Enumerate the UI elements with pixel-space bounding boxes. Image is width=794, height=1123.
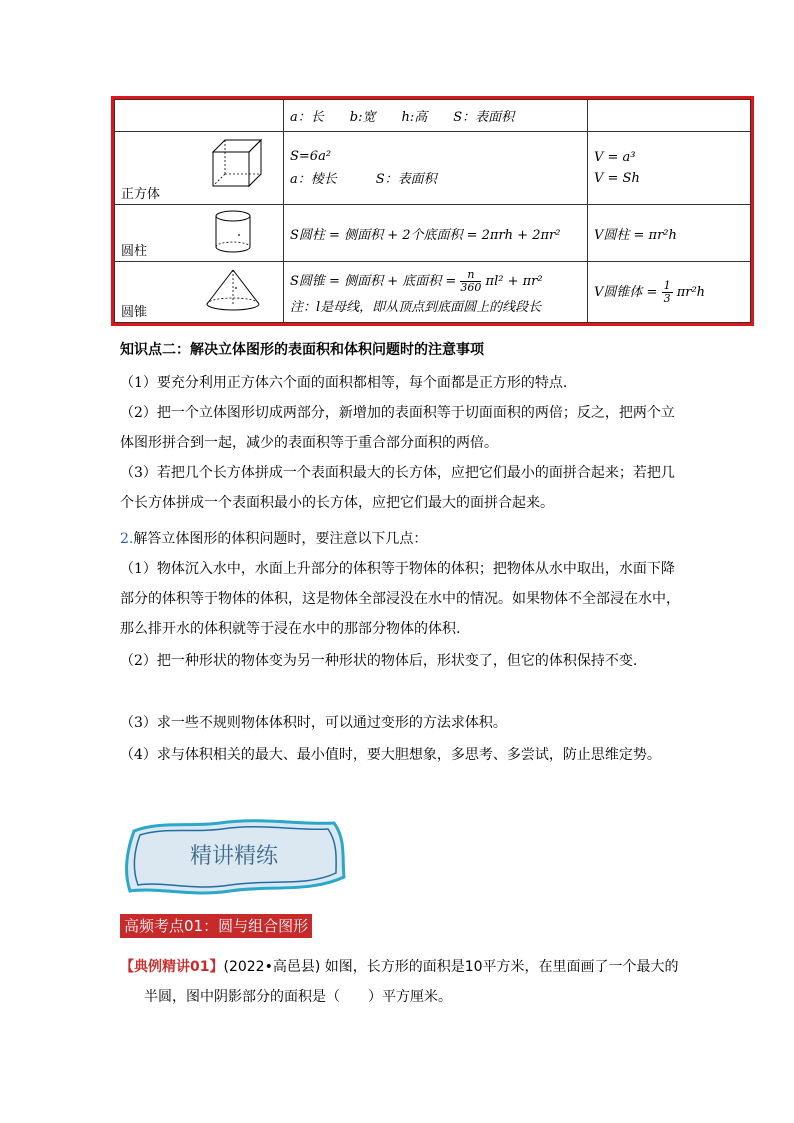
fraction-numerator: n xyxy=(460,269,481,282)
table-cell xyxy=(115,100,284,132)
surface-formula: S圆柱 = 侧面积 + 2个底面积 = 2πrh + 2πr² xyxy=(290,227,561,243)
fraction-numerator: 1 xyxy=(663,278,671,292)
volume-point-4: （4）求与体积相关的最大、最小值时，要大胆想象，多思考、多尝试，防止思维定势。 xyxy=(120,747,661,763)
fraction-denominator: 3 xyxy=(663,291,671,305)
volume-cell xyxy=(588,205,751,262)
surface-note: a：棱长 S：表面积 xyxy=(290,172,437,188)
point-3: （3）若把几个长方体拼成一个表面积最大的长方体，应把它们最小的面拼合起来；若把几个长方体拼成一个表面积最小的长方体，应把它们最大的面拼合起来。 xyxy=(120,465,675,511)
shape-cell xyxy=(115,205,284,262)
table-header-row xyxy=(115,100,751,132)
hot-topic-label: 高频考点01：圆与组合图形 xyxy=(120,914,312,938)
volume-intro-text: 解答立体图形的体积问题时，要注意以下几点： xyxy=(133,531,428,547)
shape-cell xyxy=(115,262,284,323)
fraction xyxy=(662,280,673,305)
banner-label: 精讲精练 xyxy=(189,844,278,869)
surface-note: 注：l是母线，即从顶点到底面圆上的线段长 xyxy=(290,300,542,316)
surface-cell xyxy=(284,262,588,323)
cone-icon xyxy=(203,268,263,314)
surface-formula xyxy=(290,269,581,294)
volume-cell xyxy=(588,132,751,205)
point-2: （2）把一个立体图形切成两部分，新增加的表面积等于切面面积的两倍；反之，把两个立体图形拼合到一起，减少的表面积等于重合部分面积的两倍。 xyxy=(120,405,675,451)
formula-table xyxy=(111,96,754,326)
volume-point-2: （2）把一种形状的物体变为另一种形状的物体后，形状变了，但它的体积保持不变. xyxy=(120,653,638,669)
volume-intro xyxy=(120,524,680,554)
point-1: （1）要充分利用正方体六个面的面积都相等，每个面都是正方形的特点. xyxy=(120,375,568,391)
surface-cell xyxy=(284,132,588,205)
volume-point-3: （3）求一些不规则物体体积时，可以通过变形的方法求体积。 xyxy=(120,715,507,731)
formula-part: V圆锥体 = xyxy=(594,284,658,300)
fraction xyxy=(460,269,481,294)
cylinder-icon xyxy=(213,209,253,255)
section-heading: 知识点二：解决立体图形的表面积和体积问题时的注意事项 xyxy=(120,342,484,358)
example-line-2: 半圆，图中阴影部分的面积是（ ）平方厘米。 xyxy=(144,989,452,1005)
table-header-cell: a：长 b:宽 h:高 S：表面积 xyxy=(284,100,588,132)
table-row-cylinder xyxy=(115,205,751,262)
table-cell xyxy=(588,100,751,132)
cube-icon xyxy=(211,138,263,188)
example-problem xyxy=(120,952,680,1012)
formula-part: S圆锥 = 侧面积 + 底面积 = xyxy=(290,274,457,290)
volume-formula xyxy=(594,280,744,305)
shape-name: 圆锥 xyxy=(121,305,148,320)
surface-cell xyxy=(284,205,588,262)
section-banner xyxy=(120,815,348,899)
shape-name: 圆柱 xyxy=(121,244,148,260)
example-tag: 【典例精讲01】 xyxy=(120,959,224,975)
table-row-cube xyxy=(115,132,751,205)
example-text: (2022•高邑县) 如图，长方形的面积是10平方米，在里面画了一个最大的 xyxy=(223,959,679,975)
volume-cell xyxy=(588,262,751,323)
formula-part: πr²h xyxy=(676,284,706,300)
surface-formula: S=6a² xyxy=(290,149,332,165)
volume-intro-number: 2. xyxy=(120,531,134,547)
volume-point-1: （1）物体沉入水中，水面上升部分的体积等于物体的体积；把物体从水中取出，水面下降部分的体积等于物体的体积，这是物体全部浸没在水中的情况。如果物体不全部浸在水中，那么排开水的体积就等于浸在水中的那部分物体的体积. xyxy=(120,561,680,637)
table-row-cone xyxy=(115,262,751,323)
volume-formula: V = a³ xyxy=(594,150,636,166)
shape-cell xyxy=(115,132,284,205)
fraction-denominator: 360 xyxy=(460,281,482,295)
example-line-1 xyxy=(120,952,680,982)
shape-name: 正方体 xyxy=(121,187,161,203)
volume-formula: V圆柱 = πr²h xyxy=(594,227,677,243)
formula-part: πl² + πr² xyxy=(485,274,543,290)
volume-formula: V = Sh xyxy=(594,171,640,187)
